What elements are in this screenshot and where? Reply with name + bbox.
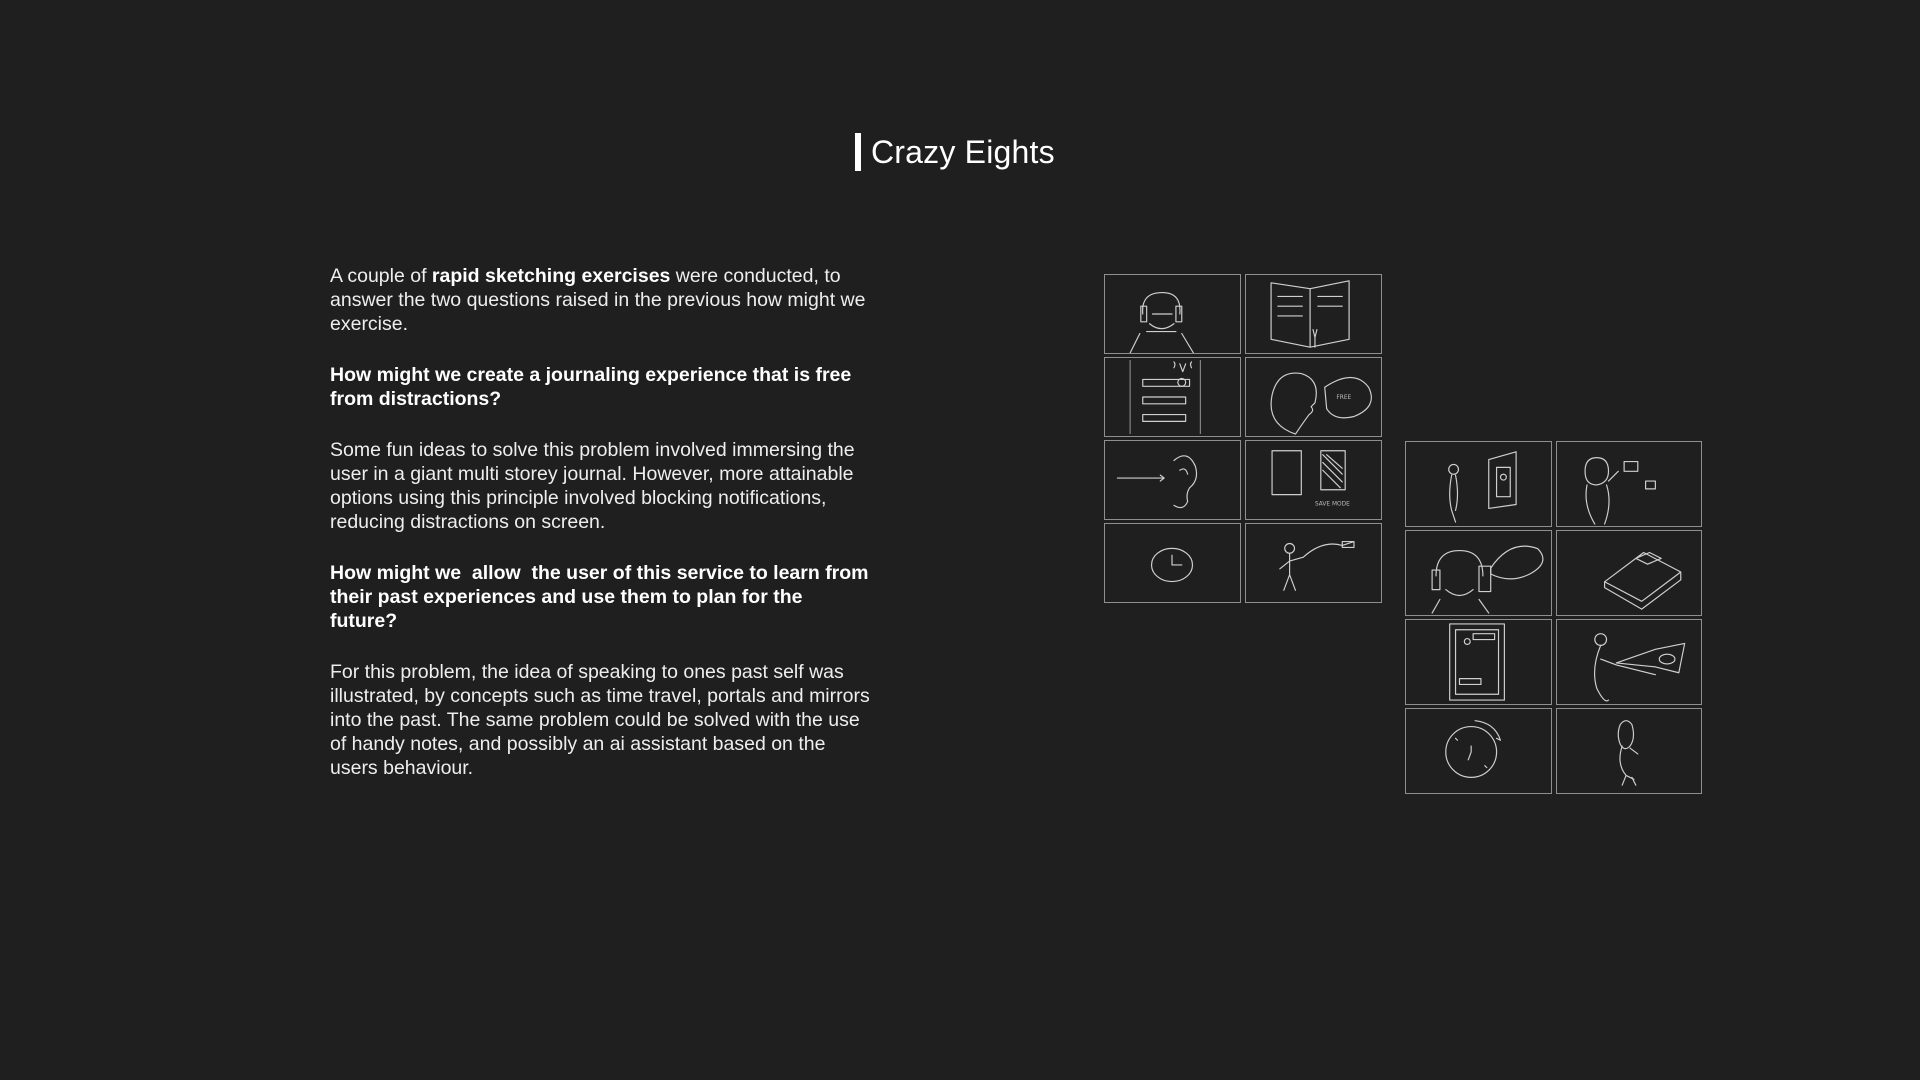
intro-bold: rapid sketching exercises — [431, 265, 671, 287]
clock-sketch — [1104, 523, 1241, 603]
question-2: How might we allow the user of this service to learn from their past experiences and use them to plan for the future? — [330, 562, 874, 632]
ear-sketch — [1104, 440, 1241, 520]
intro-suffix: were conducted, to answer the two questions raised in the previous how might we exercise. — [330, 265, 866, 335]
book-sketch — [1556, 530, 1702, 616]
description-column — [330, 264, 874, 807]
slide-title — [855, 132, 1055, 172]
phone-notes-sketch — [1405, 619, 1552, 705]
page-title: Crazy Eights — [871, 133, 1055, 170]
headset-speech-sketch — [1405, 530, 1552, 616]
answer-1: Some fun ideas to solve this problem involved immersing the user in a giant multi storey journal. However, more attainable options using this principle involved blocking notifications, reducing distractions on screen. — [330, 439, 855, 533]
intro-paragraph — [330, 264, 870, 336]
person-speaking-sketch — [1245, 357, 1382, 437]
question-1: How might we create a journaling experience that is free from distractions? — [330, 364, 852, 410]
speech-bubble-text: FREE — [1336, 394, 1352, 401]
notification-toggles-sketch — [1104, 357, 1241, 437]
screen-panels-sketch — [1245, 440, 1382, 520]
sitting-figure-sketch — [1556, 708, 1702, 794]
sketch-note-text: SAVE MODE — [1314, 501, 1350, 508]
open-journal-sketch — [1245, 274, 1382, 354]
person-with-notes-sketch — [1556, 441, 1702, 527]
answer-2: For this problem, the idea of speaking to ones past self was illustrated, by concepts such as time travel, portals and mirrors into the past. The same problem could be solved with the use of handy notes, and possibly an ai assistant based on the users behaviour. — [330, 661, 870, 779]
person-projector-sketch — [1556, 619, 1702, 705]
intro-prefix: A couple of — [330, 265, 432, 287]
person-with-headphones-sketch — [1104, 274, 1241, 354]
time-circle-sketch — [1405, 708, 1552, 794]
person-and-portal-sketch — [1405, 441, 1552, 527]
title-accent-bar — [855, 133, 861, 171]
stick-figure-throwing-sketch — [1245, 523, 1382, 603]
